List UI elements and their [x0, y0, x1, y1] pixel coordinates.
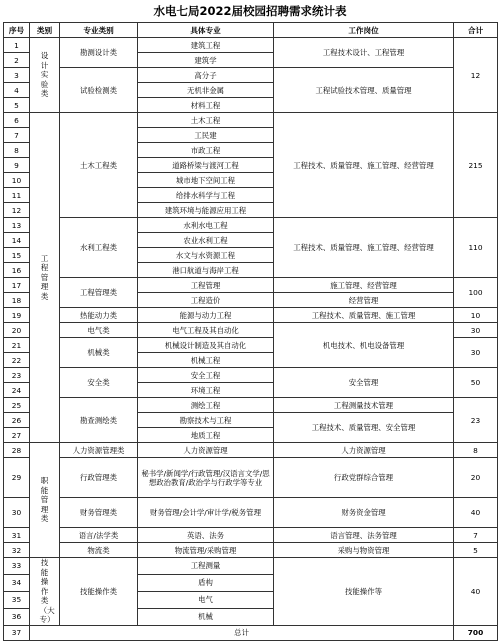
major-cell: 土木工程 — [138, 113, 274, 128]
major-cell: 能源与动力工程 — [138, 308, 274, 323]
row-number: 27 — [4, 428, 30, 443]
major-category-cell: 热能动力类 — [60, 308, 138, 323]
row-number: 8 — [4, 143, 30, 158]
table-row — [4, 38, 498, 53]
major-cell: 测绘工程 — [138, 398, 274, 413]
row-number: 16 — [4, 263, 30, 278]
major-cell: 建筑学 — [138, 53, 274, 68]
total-cell: 40 — [454, 558, 498, 626]
summary-label: 总计 — [30, 625, 454, 640]
total-cell: 30 — [454, 338, 498, 368]
page-title: 水电七局2022届校园招聘需求统计表 — [153, 4, 347, 18]
major-cell: 水利水电工程 — [138, 218, 274, 233]
row-number: 17 — [4, 278, 30, 293]
row-number: 22 — [4, 353, 30, 368]
major-cell: 电气 — [138, 591, 274, 608]
major-cell: 工程测量 — [138, 558, 274, 575]
major-cell: 人力资源管理 — [138, 443, 274, 458]
major-cell: 安全工程 — [138, 368, 274, 383]
row-number: 2 — [4, 53, 30, 68]
major-category-cell: 机械类 — [60, 338, 138, 368]
row-number: 21 — [4, 338, 30, 353]
job-cell: 行政党群综合管理 — [274, 458, 454, 498]
table-row — [4, 458, 498, 498]
row-number: 12 — [4, 203, 30, 218]
table-row — [4, 368, 498, 383]
row-number: 20 — [4, 323, 30, 338]
major-category-cell: 电气类 — [60, 323, 138, 338]
row-number: 5 — [4, 98, 30, 113]
job-cell: 技能操作等 — [274, 558, 454, 626]
table-row — [4, 308, 498, 323]
category-cell — [30, 113, 60, 443]
total-cell: 5 — [454, 543, 498, 558]
header-major-category: 专业类别 — [60, 23, 138, 38]
major-cell: 地质工程 — [138, 428, 274, 443]
major-cell: 电气工程及其自动化 — [138, 323, 274, 338]
table-row — [4, 278, 498, 293]
major-cell: 工程造价 — [138, 293, 274, 308]
row-number: 9 — [4, 158, 30, 173]
major-category-cell: 土木工程类 — [60, 113, 138, 218]
header-row — [4, 23, 498, 38]
job-cell: 施工管理、经营管理 — [274, 278, 454, 293]
major-cell: 英语、法务 — [138, 528, 274, 543]
header-total: 合计 — [454, 23, 498, 38]
row-number: 23 — [4, 368, 30, 383]
major-cell: 勘察技术与工程 — [138, 413, 274, 428]
job-cell: 人力资源管理 — [274, 443, 454, 458]
major-cell: 水文与水资源工程 — [138, 248, 274, 263]
summary-row — [4, 625, 498, 640]
total-cell: 12 — [454, 38, 498, 113]
major-cell: 建筑环境与能源应用工程 — [138, 203, 274, 218]
major-category-cell: 语言/法学类 — [60, 528, 138, 543]
major-cell: 农业水利工程 — [138, 233, 274, 248]
major-cell: 工程管理 — [138, 278, 274, 293]
row-number: 14 — [4, 233, 30, 248]
major-cell: 道路桥梁与渡河工程 — [138, 158, 274, 173]
header-major: 具体专业 — [138, 23, 274, 38]
total-cell: 10 — [454, 308, 498, 323]
major-cell: 盾构 — [138, 574, 274, 591]
header-no: 序号 — [4, 23, 30, 38]
grand-total: 700 — [454, 625, 498, 640]
row-number: 30 — [4, 498, 30, 528]
major-category-cell: 财务管理类 — [60, 498, 138, 528]
major-cell: 建筑工程 — [138, 38, 274, 53]
row-number: 13 — [4, 218, 30, 233]
category-design: 设计实验类 — [40, 51, 49, 99]
major-category-cell: 勘测设计类 — [60, 38, 138, 68]
row-number: 18 — [4, 293, 30, 308]
row-number: 33 — [4, 558, 30, 575]
job-cell: 工程技术设计、工程管理 — [274, 38, 454, 68]
major-category-cell: 试验检测类 — [60, 68, 138, 113]
table-row — [4, 543, 498, 558]
total-cell: 215 — [454, 113, 498, 218]
major-category-cell: 物流类 — [60, 543, 138, 558]
table-row — [4, 528, 498, 543]
major-cell: 物流管理/采购管理 — [138, 543, 274, 558]
row-number: 24 — [4, 383, 30, 398]
row-number: 31 — [4, 528, 30, 543]
table-row — [4, 218, 498, 233]
job-cell: 采购与物资管理 — [274, 543, 454, 558]
table-row — [4, 68, 498, 83]
major-category-cell: 水利工程类 — [60, 218, 138, 278]
total-cell: 110 — [454, 218, 498, 278]
row-number: 15 — [4, 248, 30, 263]
total-cell: 40 — [454, 498, 498, 528]
category-cell — [30, 38, 60, 113]
major-cell: 机械工程 — [138, 353, 274, 368]
major-cell: 财务管理/会计学/审计学/税务管理 — [138, 498, 274, 528]
row-number: 1 — [4, 38, 30, 53]
table-row — [4, 113, 498, 128]
recruitment-table — [3, 22, 498, 641]
category-skill: 技能操作类（大专） — [39, 558, 55, 624]
category-cell — [30, 443, 60, 558]
header-category: 类别 — [30, 23, 60, 38]
job-cell: 工程技术、质量管理、安全管理 — [274, 413, 454, 443]
major-cell: 机械设计制造及其自动化 — [138, 338, 274, 353]
job-cell: 机电技术、机电设备管理 — [274, 323, 454, 368]
job-cell: 财务资金管理 — [274, 498, 454, 528]
major-cell: 材料工程 — [138, 98, 274, 113]
major-cell: 城市地下空间工程 — [138, 173, 274, 188]
row-number: 34 — [4, 574, 30, 591]
job-cell: 语言管理、法务管理 — [274, 528, 454, 543]
row-number: 28 — [4, 443, 30, 458]
major-cell: 环境工程 — [138, 383, 274, 398]
job-cell: 经营管理 — [274, 293, 454, 308]
job-cell: 工程试验技术管理、质量管理 — [274, 68, 454, 113]
total-cell: 23 — [454, 398, 498, 443]
table-row — [4, 398, 498, 413]
total-cell: 7 — [454, 528, 498, 543]
row-number: 6 — [4, 113, 30, 128]
major-cell: 工民建 — [138, 128, 274, 143]
job-cell: 安全管理 — [274, 368, 454, 398]
total-cell: 50 — [454, 368, 498, 398]
major-cell: 无机非金属 — [138, 83, 274, 98]
major-category-cell: 人力资源管理类 — [60, 443, 138, 458]
job-cell: 工程技术、质量管理、施工管理、经营管理 — [274, 218, 454, 278]
category-engineering: 工程管理类 — [40, 253, 49, 301]
row-number: 10 — [4, 173, 30, 188]
row-number: 36 — [4, 608, 30, 625]
category-cell — [30, 558, 60, 626]
row-number: 25 — [4, 398, 30, 413]
major-cell: 秘书学/新闻学/行政管理/汉语言文学/思想政治教育/政治学与行政学等专业 — [138, 458, 274, 498]
major-category-cell: 技能操作类 — [60, 558, 138, 626]
row-number: 37 — [4, 625, 30, 640]
row-number: 11 — [4, 188, 30, 203]
major-cell: 给排水科学与工程 — [138, 188, 274, 203]
major-category-cell: 安全类 — [60, 368, 138, 398]
job-cell: 工程技术、质量管理、施工管理、经营管理 — [274, 113, 454, 218]
major-category-cell: 勘查测绘类 — [60, 398, 138, 443]
row-number: 3 — [4, 68, 30, 83]
row-number: 32 — [4, 543, 30, 558]
job-cell: 工程技术、质量管理、施工管理 — [274, 308, 454, 323]
row-number: 4 — [4, 83, 30, 98]
row-number: 26 — [4, 413, 30, 428]
major-category-cell: 行政管理类 — [60, 458, 138, 498]
row-number: 35 — [4, 591, 30, 608]
row-number: 19 — [4, 308, 30, 323]
job-cell: 工程测量技术管理 — [274, 398, 454, 413]
total-cell: 20 — [454, 458, 498, 498]
header-job: 工作岗位 — [274, 23, 454, 38]
total-cell: 100 — [454, 278, 498, 308]
table-row — [4, 443, 498, 458]
table-row — [4, 498, 498, 528]
table-row — [4, 558, 498, 575]
category-functional: 职能管理类 — [40, 476, 49, 524]
major-cell: 机械 — [138, 608, 274, 625]
table-row — [4, 323, 498, 338]
major-cell: 市政工程 — [138, 143, 274, 158]
major-category-cell: 工程管理类 — [60, 278, 138, 308]
row-number: 29 — [4, 458, 30, 498]
major-cell: 高分子 — [138, 68, 274, 83]
total-cell: 30 — [454, 323, 498, 338]
major-cell: 港口航道与海岸工程 — [138, 263, 274, 278]
total-cell: 8 — [454, 443, 498, 458]
row-number: 7 — [4, 128, 30, 143]
